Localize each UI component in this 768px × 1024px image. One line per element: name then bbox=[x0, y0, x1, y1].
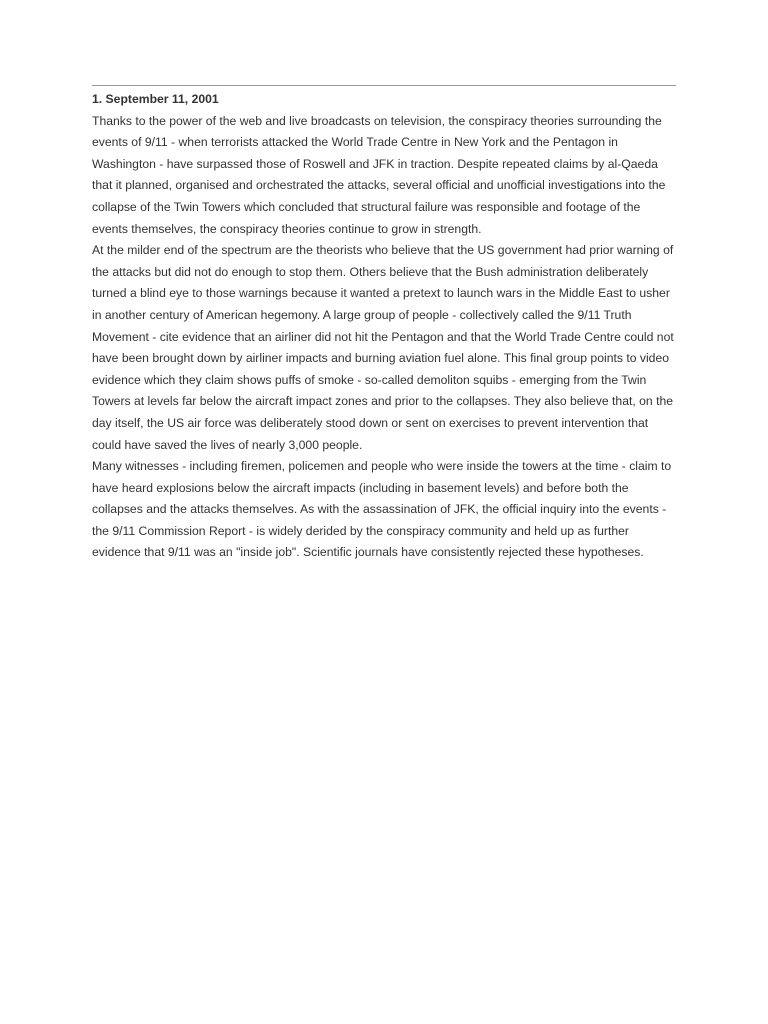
top-divider bbox=[92, 85, 676, 86]
document-body bbox=[92, 89, 676, 564]
paragraph-1: Thanks to the power of the web and live broadcasts on television, the conspiracy theories surrounding the events of 9/11 - when terrorists attacked the World Trade Centre in New York and the Pentagon in Washington - have surpassed those of Roswell and JFK in traction. Despite repeated claims by al-Qaeda that it planned, organised and orchestrated the attacks, several official and unofficial investigations into the collapse of the Twin Towers which concluded that structural failure was responsible and footage of the events themselves, the conspiracy theories continue to grow in strength. bbox=[92, 113, 666, 236]
paragraph-3: Many witnesses - including firemen, policemen and people who were inside the towers at the time - claim to have heard explosions below the aircraft impacts (including in basement levels) and before both the collapses and the attacks themselves. As with the assassination of JFK, the official inquiry into the events - the 9/11 Commission Report - is widely derided by the conspiracy community and held up as further evidence that 9/11 was an "inside job". Scientific journals have consistently rejected these hypotheses. bbox=[92, 459, 672, 560]
paragraph-2: At the milder end of the spectrum are the theorists who believe that the US government had prior warning of the attacks but did not do enough to stop them. Others believe that the Bush administration deliberately turned a blind eye to those warnings because it wanted a pretext to launch wars in the Middle East to usher in another century of American hegemony. A large group of people - collectively called the 9/11 Truth Movement - cite evidence that an airliner did not hit the Pentagon and that the World Trade Centre could not have been brought down by airliner impacts and burning aviation fuel alone. This final group points to video evidence which they claim shows puffs of smoke - so-called demoliton squibs - emerging from the Twin Towers at levels far below the aircraft impact zones and prior to the collapses. They also believe that, on the day itself, the US air force was deliberately stood down or sent on exercises to prevent intervention that could have saved the lives of nearly 3,000 people. bbox=[92, 243, 674, 452]
section-heading: 1. September 11, 2001 bbox=[92, 92, 219, 106]
